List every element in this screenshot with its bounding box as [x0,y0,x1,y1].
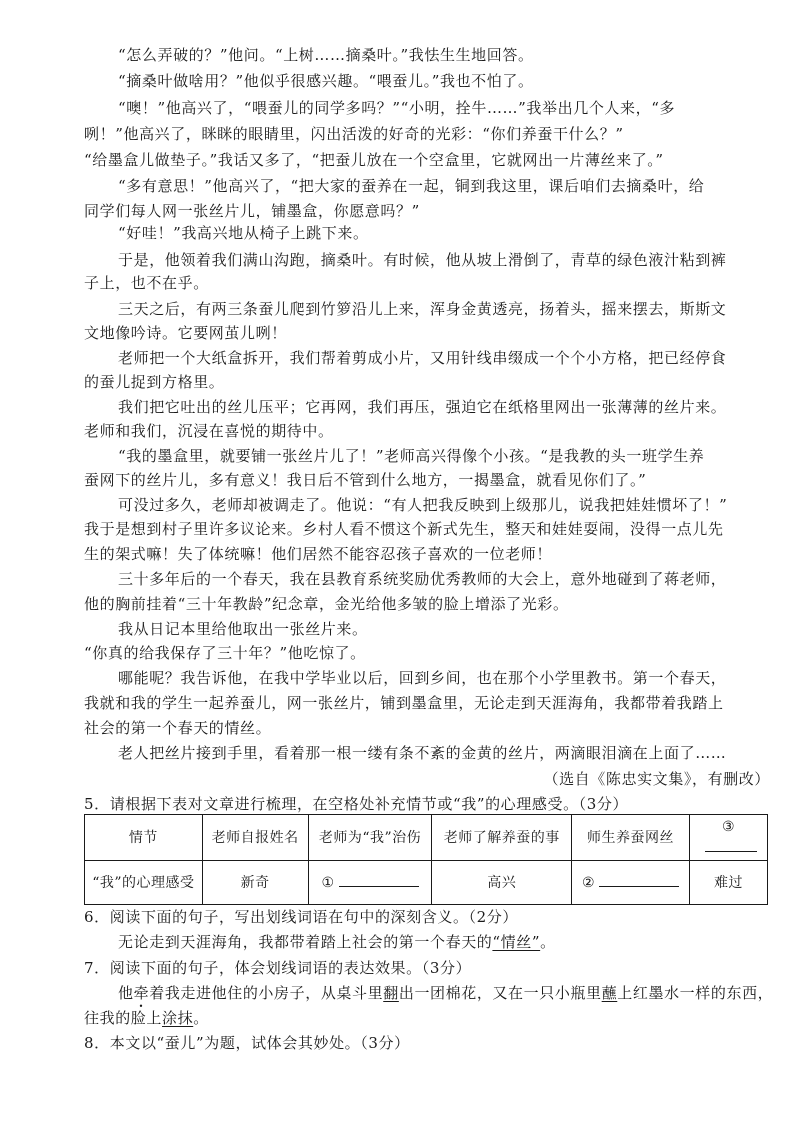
story-line: 老师把一个大纸盒拆开，我们帮着剪成小片，又用针线串缀成一个个小方格，把已经停食 [118,349,727,367]
sentence-text: 无论走到天涯海角，我都带着踏上社会的第一个春天的 [118,933,493,951]
sentence-text: 出一团棉花，又在一只小瓶里 [398,984,602,1002]
story-line: “给墨盒儿做垫子。”我话又多了，“把蚕儿放在一个空盒里，它就网出一片薄丝来了。” [84,151,664,169]
blank-label: ② [582,875,596,891]
sentence-text: 他 [118,984,134,1002]
story-line: “噢！”他高兴了，“喂蚕儿的同学多吗？”“小明，拴牛……”我举出几个人来，“多 [118,99,676,117]
story-line: “怎么弄破的？”他问。“上树……摘桑叶。”我怯生生地回答。 [118,46,534,64]
story-line: “摘桑叶做啥用？”他似乎很感兴趣。“喂蚕儿。”我也不怕了。 [118,72,534,90]
story-line: 三天之后，有两三条蚕儿爬到竹箩沿儿上来，浑身金黄透亮，扬着头，摇来摆去，斯斯文 [118,300,727,318]
feeling-cell: 高兴 [432,861,572,905]
feeling-blank-cell[interactable] [572,861,690,905]
answer-blank[interactable] [599,872,679,887]
story-line: 蚕网下的丝片儿，多有意义！我日后不管到什么地方，一揭墨盒，就看见你们了。” [84,471,647,489]
story-line: 子上，也不在乎。 [84,274,209,292]
story-line: “多有意思！”他高兴了，“把大家的蚕养在一起，铜到我这里，课后咱们去摘桑叶，给 [118,177,705,195]
underlined-word: 翻 [383,984,399,1002]
story-line: 我于是想到村子里许多议论来。乡村人看不惯这个新式先生，整天和娃娃耍闹，没得一点儿先 [84,520,724,538]
table-row-feeling [85,861,768,905]
sentence-text: 往我的脸上 [84,1009,163,1027]
story-line: 老人把丝片接到手里，看着那一根一缕有条不紊的金黄的丝片，两滴眼泪滴在上面了…… [118,744,727,762]
marked-word: 牵 [133,984,150,1002]
story-line: “好哇！”我高兴地从椅子上跳下来。 [118,224,369,242]
story-line: 三十多年后的一个春天，我在县教育系统奖励优秀教师的大会上，意外地碰到了蒋老师， [118,570,727,588]
underlined-word: “情丝” [492,933,541,951]
story-line: 于是，他领着我们满山沟跑，摘桑叶。有时候，他从坡上滑倒了，青草的绿色液汁粘到裤 [118,251,727,269]
question-6-prompt: 6．阅读下面的句子，写出划线词语在句中的深刻含义。（2分） [84,908,518,926]
story-line: 生的架式嘛！失了体统嘛！他们居然不能容忍孩子喜欢的一位老师！ [84,545,553,563]
plot-cell: 老师自报姓名 [202,815,308,861]
plot-cell: 老师为“我”治伤 [308,815,432,861]
plot-cell: 老师了解养蚕的事 [432,815,572,861]
story-line: 哪能呢？我告诉他，在我中学毕业以后，回到乡间，也在那个小学里教书。第一个春天， [118,669,727,687]
story-line: 老师和我们，沉浸在喜悦的期待中。 [84,422,334,440]
answer-blank[interactable] [705,837,757,852]
plot-blank-cell[interactable] [690,815,768,861]
sentence-text: 着我走进他住的小房子，从桌斗里 [149,984,384,1002]
story-line: “我的墨盒里，就要铺一张丝片儿了！”老师高兴得像个小孩。“是我教的头一班学生养 [118,447,705,465]
sentence-text: 上红墨水一样的东西， [617,984,774,1002]
underlined-word: 涂抹 [162,1009,194,1027]
row-header-plot: 情节 [85,815,203,861]
sentence-text: 。 [193,1009,209,1027]
plot-cell: 师生养蚕网丝 [572,815,690,861]
story-line: 我们把它吐出的丝儿压平；它再网，我们再压，强迫它在纸格里网出一张薄薄的丝片来。 [118,398,727,416]
table-row-plot [85,815,768,861]
question-5-prompt: 5．请根据下表对文章进行梳理，在空格处补充情节或“我”的心理感受。（3分） [84,795,629,813]
question-8-prompt: 8．本文以“蚕儿”为题，试体会其妙处。（3分） [84,1034,410,1052]
feeling-blank-cell[interactable] [308,861,432,905]
blank-label: ① [321,875,335,891]
question-5-table [84,814,768,905]
story-line: “你真的给我保存了三十年？”他吃惊了。 [84,644,366,662]
story-source: （选自《陈忠实文集》，有删改） [543,770,770,788]
story-line: 我从日记本里给他取出一张丝片来。 [118,620,368,638]
row-header-feeling: “我”的心理感受 [85,861,203,905]
story-line: 同学们每人网一张丝片儿，铺墨盒，你愿意吗？” [84,202,420,220]
question-7-prompt: 7．阅读下面的句子，体会划线词语的表达效果。（3分） [84,959,472,977]
story-line: 可没过多久，老师却被调走了。他说：“有人把我反映到上级那儿，说我把娃娃惯坏了！” [118,496,728,514]
story-line: 社会的第一个春天的情丝。 [84,719,272,737]
question-6-sentence [118,931,794,953]
blank-label: ③ [721,819,736,835]
story-line: 我就和我的学生一起养蚕儿，网一张丝片，铺到墨盒里，无论走到天涯海角，我都带着我踏上 [84,694,724,712]
question-7-sentence-cont [84,1007,794,1029]
story-line: 他的胸前挂着“三十年教龄”纪念章，金光给他多皱的脸上增添了光彩。 [84,595,569,613]
sentence-text: 。 [540,933,556,951]
story-line: 文地像吟诗。它要网茧儿咧！ [84,324,287,342]
underlined-word: 蘸 [601,984,618,1002]
story-line: 咧！”他高兴了，眯眯的眼睛里，闪出活泼的好奇的光彩：“你们养蚕干什么？” [84,125,624,143]
answer-blank[interactable] [339,872,419,887]
feeling-cell: 新奇 [202,861,308,905]
feeling-cell: 难过 [690,861,768,905]
story-line: 的蚕儿捉到方格里。 [84,373,225,391]
